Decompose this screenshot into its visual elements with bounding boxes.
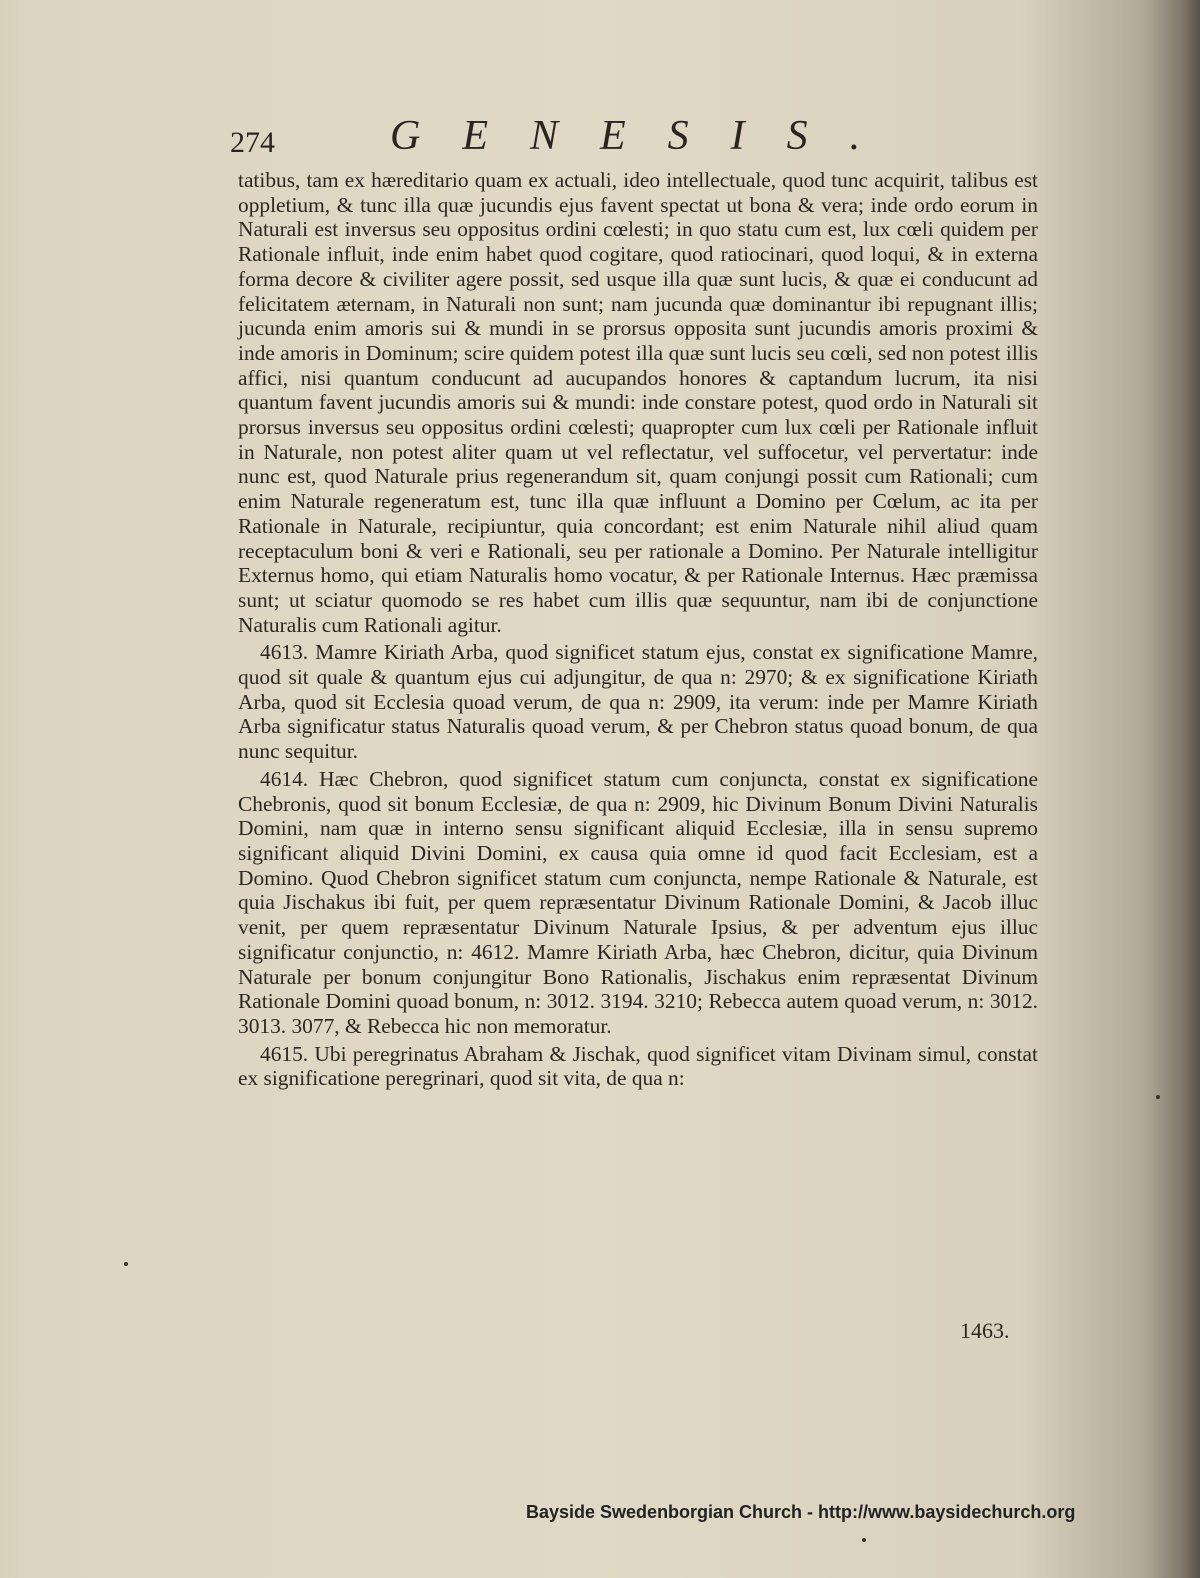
continuation-paragraph: tatibus, tam ex hæreditario quam ex actuali, ideo intellectuale, quod tunc acquirit, talibus est oppletium, & tunc illa quæ jucundis ejus favent spectat ut bona & vera; inde ordo eorum in Naturali est inversus seu oppositus ordini cœlesti; in quo statu cum est, lux cœli quidem per Rationale influit, inde enim habet quod cogitare, quod ratiocinari, quod loqui, & in externa forma decore & civiliter agere possit, sed usque illa quæ sunt lucis, & quæ ei conducunt ad felicitatem æternam, in Naturali non sunt; nam jucunda quæ dominantur ibi repugnant illis; jucunda enim amoris sui & mundi in se prorsus opposita sunt jucundis amoris proximi & inde amoris in Dominum; scire quidem potest illa quæ sunt lucis seu cœli, sed non potest illis affici, nisi quantum conducunt ad aucupandos honores & captandum lucrum, ita nisi quantum favent jucundis amoris sui & mundi: inde constare potest, quod ordo in Naturali sit prorsus inversus seu oppositus ordini cœlesti; quapropter cum lux cœli per Rationale influit in Naturale, non potest aliter quam ut vel reflectatur, vel suffocetur, vel pervertatur: inde nunc est, quod Naturale prius regenerandum sit, quam conjungi possit cum Rationali; cum enim Naturale regeneratum est, tunc illa quæ influunt a Domino per Cœlum, ac ita per Rationale in Naturale, recipiuntur, quia concordant; est enim Naturale nihil aliud quam receptaculum boni & veri e Rationali, seu per rationale a Domino. Per Naturale intelligitur Externus homo, qui etiam Naturalis homo vocatur, & per Rationale Internus. Hæc præmissa sunt; ut sciatur quomodo se res habet cum illis quæ sequuntur, nam ibi de conjunctione Naturalis cum Rationali agitur. — [238, 168, 1038, 637]
running-title: GENESIS. — [390, 113, 903, 159]
page-header — [230, 112, 990, 172]
ink-speck — [1156, 1095, 1160, 1099]
main-text — [238, 168, 1038, 1091]
page-number: 274 — [230, 126, 275, 159]
paragraph-4615: 4615. Ubi peregrinatus Abraham & Jischak, quod significet vitam Divinam simul, constat ex significatione peregrinari, quod sit vita, de qua n: — [238, 1041, 1038, 1091]
paragraph-4613: 4613. Mamre Kiriath Arba, quod significet statum ejus, constat ex significatione Mamre, quod sit quale & quantum ejus cui adjungitur, de qua n: 2970; & ex significatione Kiriath Arba, quod sit Ecclesia quoad verum, de qua n: 2909, ita verum: inde per Mamre Kiriath Arba significatur status Naturalis quoad verum, & per Chebron status quoad bonum, de qua nunc sequitur. — [238, 640, 1038, 764]
gutter-shadow — [1140, 0, 1200, 1578]
ink-speck — [862, 1538, 866, 1542]
catchword: 1463. — [960, 1318, 1010, 1343]
ink-speck — [124, 1262, 128, 1266]
paragraph-4614: 4614. Hæc Chebron, quod significet statum cum conjuncta, constat ex significatione Chebronis, quod sit bonum Ecclesiæ, de qua n: 2909, hic Divinum Bonum Divini Naturalis Domini, nam quæ in interno sensu significant aliquid Ecclesiæ, illa in sensu supremo significant aliquid Divini Domini, ex causa quia omne id quod facit Ecclesiam, est a Domino. Quod Chebron significet statum cum conjuncta, nempe Rationale & Naturale, est quia Jischakus ibi fuit, per quem repræsentatur Divinum Rationale Domini, & Jacob illuc venit, per quem repræsentatur Divinum Naturale Ipsius, & per adventum ejus illuc significatur conjunctio, n: 4612. Mamre Kiriath Arba, hæc Chebron, dicitur, quia Divinum Naturale per bonum conjungitur Bono Rationalis, Jischakus enim repræsentat Divinum Rationale Domini quoad bonum, n: 3012. 3194. 3210; Rebecca autem quoad verum, n: 3012. 3013. 3077, & Rebecca hic non memoratur. — [238, 766, 1038, 1038]
watermark-text: Bayside Swedenborgian Church - http://www.baysidechurch.org — [526, 1502, 1076, 1522]
